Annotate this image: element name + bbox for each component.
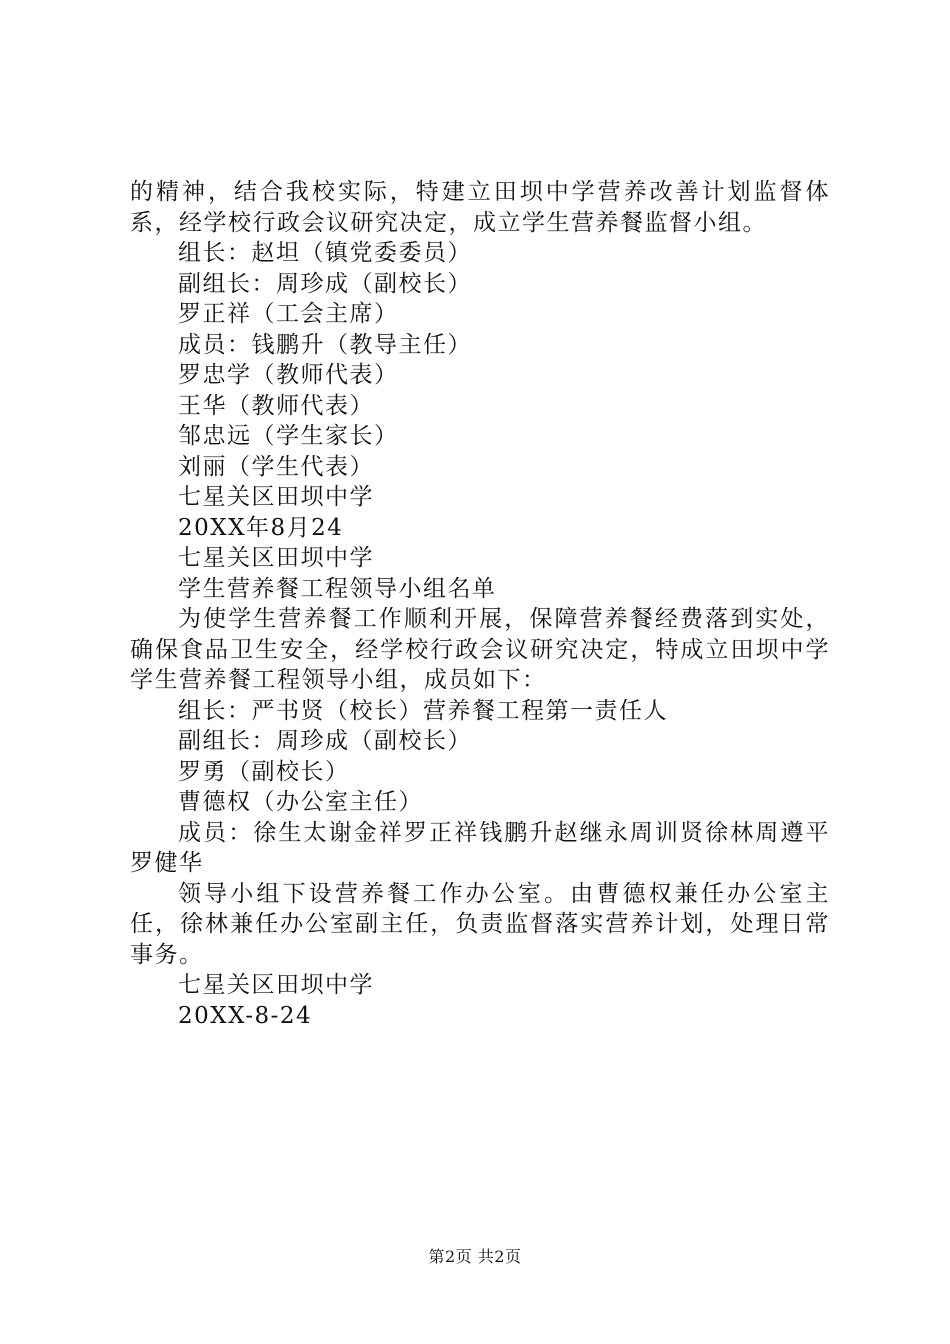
leader-group-members: 成员：徐生太谢金祥罗正祥钱鹏升赵继永周训贤徐林周遵平罗健华 <box>130 819 830 876</box>
section-school-name: 七星关区田坝中学 <box>178 545 374 571</box>
signature-school: 七星关区田坝中学 <box>178 484 374 510</box>
supervision-member-2: 罗忠学（教师代表） <box>178 362 399 388</box>
section-title: 学生营养餐工程领导小组名单 <box>178 575 497 602</box>
supervision-member-3: 王华（教师代表） <box>178 392 374 419</box>
supervision-leader: 组长：赵坦（镇党委委员） <box>178 240 472 266</box>
document-body <box>130 177 830 1031</box>
supervision-deputy-leader: 副组长：周珍成（副校长） <box>178 270 472 297</box>
supervision-deputy-leader-2: 罗正祥（工会主席） <box>178 301 399 327</box>
closing-school: 七星关区田坝中学 <box>178 972 374 998</box>
page-number-footer: 第2页 共2页 <box>428 1247 522 1266</box>
signature-date: 20XX年8月24 <box>178 514 344 541</box>
supervision-members: 成员：钱鹏升（教导主任） <box>178 331 472 358</box>
paragraph-purpose: 为使学生营养餐工作顺利开展，保障营养餐经费落到实处，确保食品卫生安全，经学校行政会议研究决定，特成立田坝中学学生营养餐工程领导小组，成员如下： <box>130 606 830 693</box>
leader-group-head: 组长：严书贤（校长）营养餐工程第一责任人 <box>178 697 668 724</box>
closing-date: 20XX-8-24 <box>178 1002 313 1029</box>
supervision-member-5: 刘丽（学生代表） <box>178 453 374 480</box>
supervision-member-4: 邹忠远（学生家长） <box>178 423 399 449</box>
leader-group-deputy-2: 罗勇（副校长） <box>178 758 350 785</box>
leader-group-deputy-3: 曹德权（办公室主任） <box>178 789 423 815</box>
paragraph-intro: 的精神，结合我校实际，特建立田坝中学营养改善计划监督体系，经学校行政会议研究决定，成立学生营养餐监督小组。 <box>130 179 830 236</box>
paragraph-office: 领导小组下设营养餐工作办公室。由曹德权兼任办公室主任，徐林兼任办公室副主任，负责监督落实营养计划，处理日常事务。 <box>130 880 830 968</box>
leader-group-deputy: 副组长：周珍成（副校长） <box>178 728 472 754</box>
